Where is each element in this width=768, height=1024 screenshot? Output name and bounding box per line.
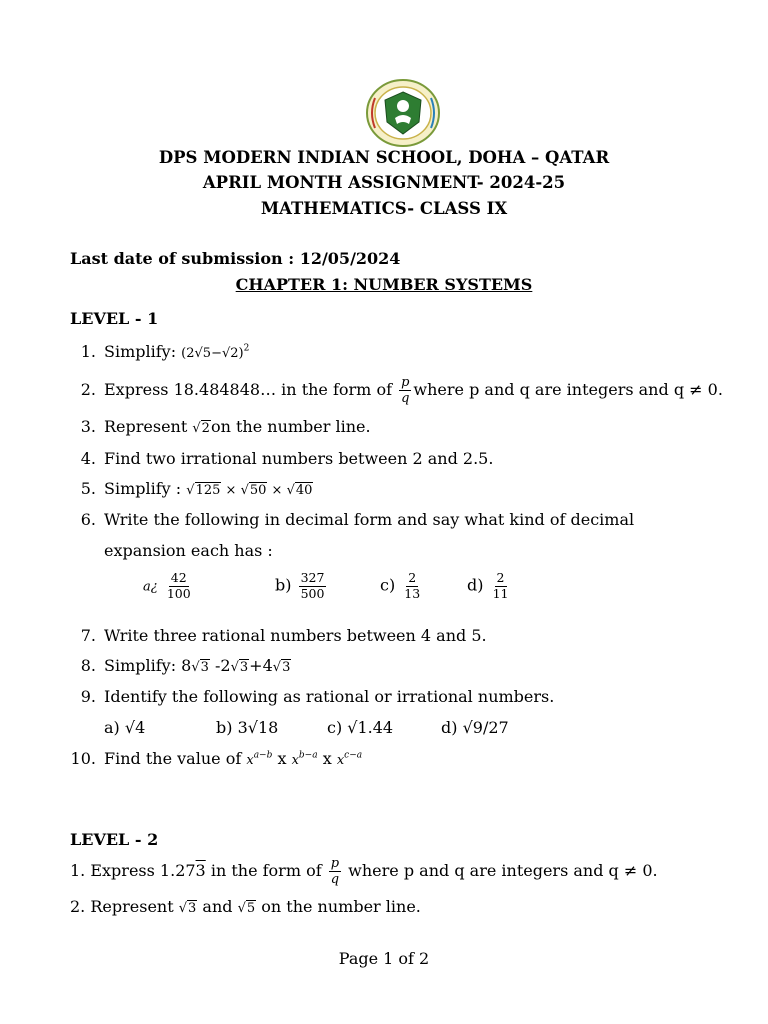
- question-6-line2: expansion each has :: [104, 541, 273, 560]
- question-3: 3. Represent √2on the number line.: [80, 417, 371, 436]
- question-4: 4. Find two irrational numbers between 2 and 2.5.: [80, 449, 494, 468]
- question-1: 1. Simplify: $(2√5-√2)^2$: [80, 342, 250, 361]
- question-10: 10. Find the value of $x^{a-b}$ x $x^{b-a}$ x $x^{c-a}$: [70, 749, 363, 768]
- question-2: 2. Express 18.484848… in the form of $\frac{p}{q}$ where p and q are integers and q ≠ 0.: [80, 375, 723, 406]
- option-6a: a¿ $\frac{42}{100}$: [143, 570, 191, 601]
- chapter-title: CHAPTER 1: NUMBER SYSTEMS: [235, 275, 533, 294]
- expression: (2√5−√2): [181, 346, 244, 361]
- level-2-heading: LEVEL - 2: [70, 830, 159, 849]
- level-2-question-2: 2. Represent √3 and √5 on the number line.: [70, 897, 421, 916]
- option-6b: b) $\frac{327}{500}$: [275, 570, 325, 601]
- level-2-question-1: 1. Express 1.273 in the form of $\frac{p}{q}$ where p and q are integers and q ≠ 0.: [70, 856, 658, 887]
- option-9c: c) √1.44: [327, 718, 394, 737]
- school-name: DPS MODERN INDIAN SCHOOL, DOHA – QATAR: [158, 148, 610, 167]
- school-logo: [361, 78, 445, 148]
- option-9d: d) √9/27: [441, 718, 509, 737]
- question-5: 5. Simplify : √125 × √50 × √40: [80, 479, 313, 498]
- submission-date: Last date of submission : 12/05/2024: [70, 249, 401, 268]
- option-6d: d) $\frac{2}{11}$: [467, 570, 509, 601]
- question-8: 8. Simplify: 8√3 -2√3+4√3: [80, 656, 291, 675]
- option-9a: a) √4: [104, 718, 146, 737]
- radical: √2: [192, 421, 210, 436]
- option-6c: c) $\frac{2}{13}$: [380, 570, 421, 601]
- question-7: 7. Write three rational numbers between 4 and 5.: [80, 626, 487, 645]
- fraction: $\frac{p}{q}$: [401, 375, 410, 406]
- subject-title: MATHEMATICS- CLASS IX: [260, 199, 508, 218]
- question-9: 9. Identify the following as rational or irrational numbers.: [80, 687, 555, 706]
- option-9b: b) 3√18: [216, 718, 279, 737]
- page-number: Page 1 of 2: [338, 949, 430, 968]
- assignment-title: APRIL MONTH ASSIGNMENT- 2024-25: [202, 173, 566, 192]
- level-1-heading: LEVEL - 1: [70, 309, 159, 328]
- question-6: 6. Write the following in decimal form and say what kind of decimal: [80, 510, 635, 529]
